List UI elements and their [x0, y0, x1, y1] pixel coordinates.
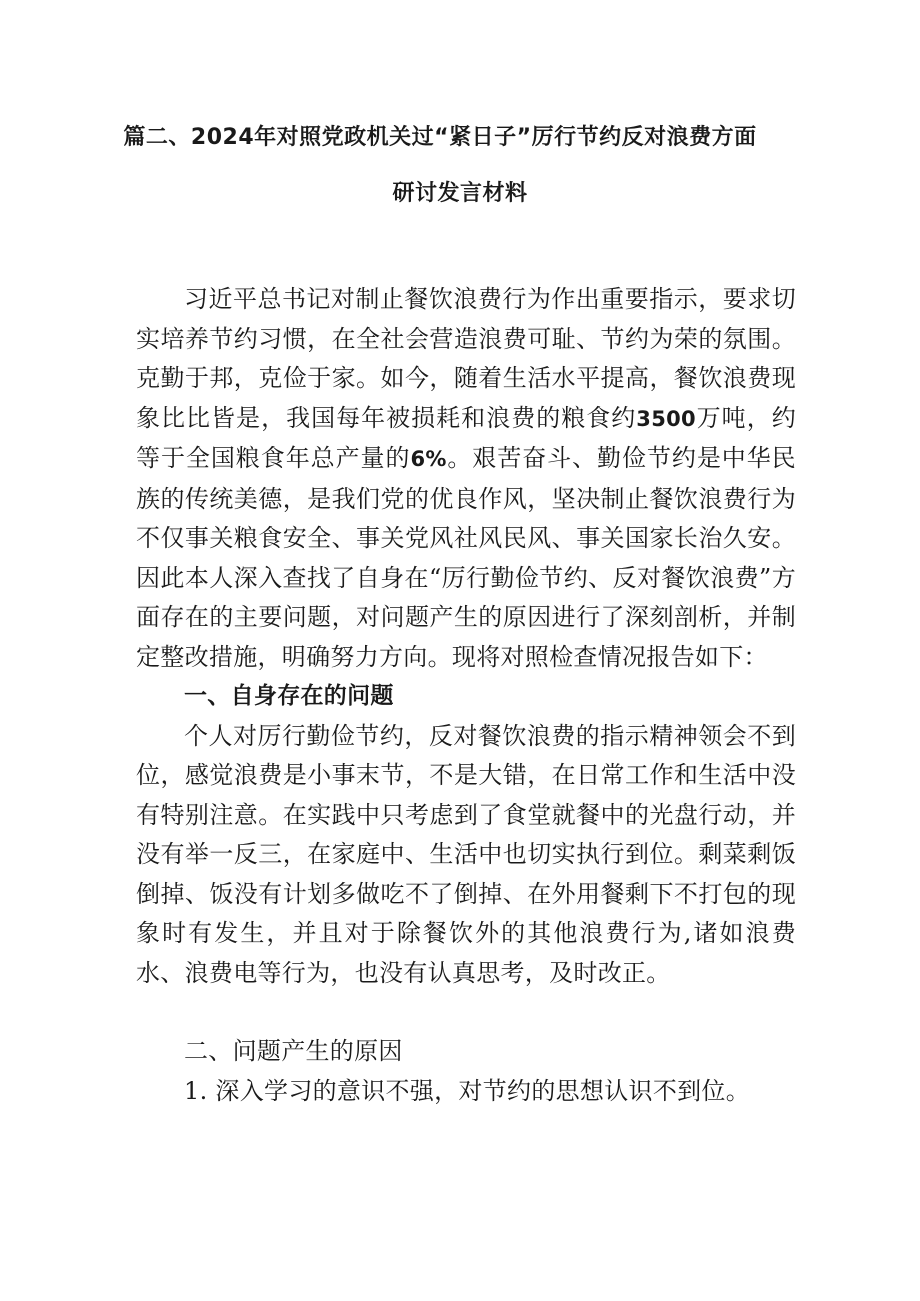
intro-paragraph	[136, 280, 796, 677]
document-title-line-1: 篇二、2024年对照党政机关过“紧日子”厉行节约反对浪费方面	[123, 125, 757, 150]
section-2-item-1: 1. 深入学习的意识不强，对节约的思想认识不到位。	[184, 1076, 751, 1105]
document-body	[136, 280, 796, 1111]
section-1-paragraph: 个人对厉行勤俭节约，反对餐饮浪费的指示精神领会不到位，感觉浪费是小事末节，不是大错，在日常工作和生活中没有特别注意。在实践中只考虑到了食堂就餐中的光盘行动，并没有举一反三，在家庭中、生活中也切实执行到位。剩菜剩饭倒掉、饭没有计划多做吃不了倒掉、在外用餐剩下不打包的现象时有发生，并且对于除餐饮外的其他浪费行为,诸如浪费水、浪费电等行为，也没有认真思考，及时改正。	[136, 721, 796, 987]
section-2-heading: 二、问题产生的原因	[184, 1037, 403, 1065]
grain-loss-amount: 3500	[636, 406, 696, 431]
grain-loss-percent: 6%	[410, 447, 447, 471]
intro-text-part-2: 万吨，约等于全国粮食年总产量的	[136, 403, 797, 472]
section-spacer	[136, 993, 796, 1032]
section-1-heading: 一、自身存在的问题	[184, 683, 394, 709]
document-title-line-2: 研讨发言材料	[392, 181, 528, 206]
intro-text-part-1: 习近平总书记对制止餐饮浪费行为作出重要指示，要求切实培养节约习惯，在全社会营造浪费可耻、节约为荣的氛围。克勤于邦，克俭于家。如今，随着生活水平提高，餐饮浪费现象比比皆是，我国每年被损耗和浪费的粮食约	[136, 285, 796, 432]
intro-text-part-3: 。艰苦奋斗、勤俭节约是中华民族的传统美德，是我们党的优良作风，坚决制止餐饮浪费行为不仅事关粮食安全、事关党风社风民风、事关国家长治久安。因此本人深入查找了自身在“厉行勤俭节约、反对餐饮浪费”方面存在的主要问题，对问题产生的原因进行了深刻剖析，并制定整改措施，明确努力方向。现将对照检查情况报告如下：	[136, 444, 796, 671]
